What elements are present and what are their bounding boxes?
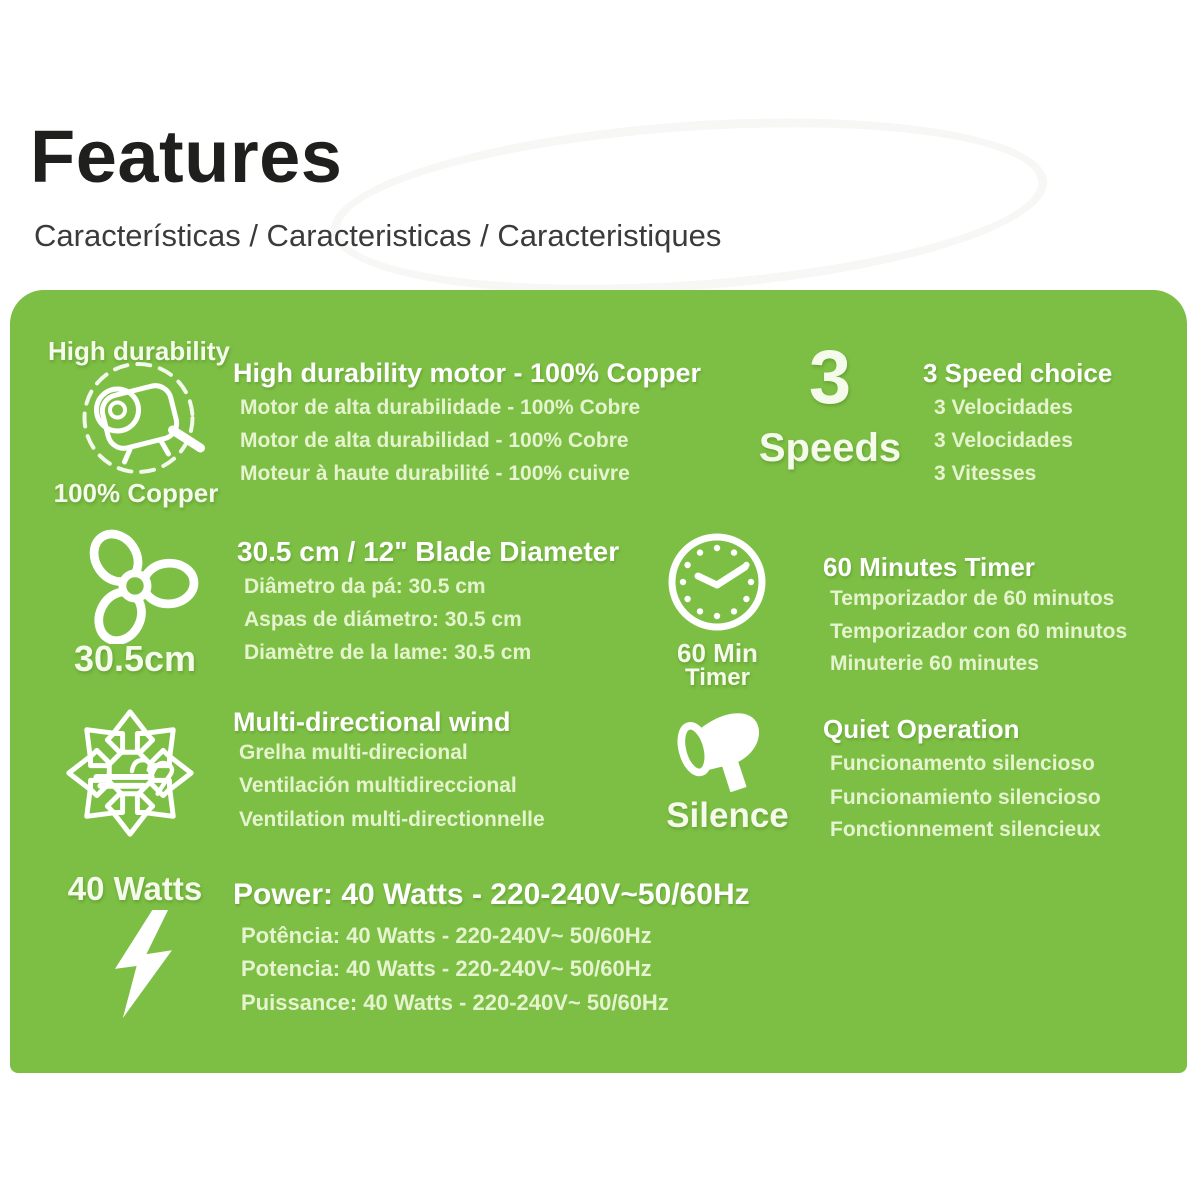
- fan-blade-icon: [60, 522, 210, 644]
- motor-line-pt: Motor de alta durabilidade - 100% Cobre: [240, 396, 641, 419]
- features-panel: [10, 290, 1187, 1073]
- motor-heading: High durability motor - 100% Copper: [233, 358, 702, 388]
- motor-icon: [58, 360, 223, 480]
- timer-heading: 60 Minutes Timer: [823, 552, 1035, 582]
- wind-heading: Multi-directional wind: [233, 707, 511, 737]
- blade-line-es: Aspas de diámetro: 30.5 cm: [244, 608, 522, 631]
- timer-line-pt: Temporizador de 60 minutos: [830, 587, 1115, 610]
- silence-megaphone-icon: [670, 705, 775, 797]
- wind-line-fr: Ventilation multi-directionnelle: [239, 808, 545, 831]
- speeds-heading: 3 Speed choice: [923, 358, 1113, 388]
- speeds-line-es: 3 Velocidades: [934, 429, 1073, 452]
- silence-line-pt: Funcionamento silencioso: [830, 752, 1095, 775]
- speeds-line-pt: 3 Velocidades: [934, 396, 1073, 419]
- silence-heading: Quiet Operation: [823, 714, 1020, 744]
- page-title: Features: [30, 115, 343, 198]
- blade-line-fr: Diamètre de la lame: 30.5 cm: [244, 641, 532, 664]
- silence-label: Silence: [666, 796, 789, 835]
- speeds-badge-word: Speeds: [758, 426, 902, 470]
- background-watermark: [325, 97, 1053, 315]
- timer-label-line2: Timer: [685, 664, 750, 691]
- blade-line-pt: Diâmetro da pá: 30.5 cm: [244, 575, 486, 598]
- timer-line-fr: Minuterie 60 minutes: [830, 652, 1039, 675]
- speeds-line-fr: 3 Vitesses: [934, 462, 1037, 485]
- silence-line-fr: Fonctionnement silencieux: [830, 818, 1101, 841]
- motor-label-bottom: 100% Copper: [53, 478, 219, 508]
- wind-line-pt: Grelha multi-direcional: [239, 741, 468, 764]
- page-subtitle: Características / Caracteristicas / Caracteristiques: [34, 218, 722, 253]
- multi-directional-arrows-icon: [40, 698, 220, 848]
- power-label: 40 Watts: [67, 870, 203, 907]
- lightning-bolt-icon: [105, 908, 180, 1020]
- motor-line-es: Motor de alta durabilidad - 100% Cobre: [240, 429, 629, 452]
- power-line-es: Potencia: 40 Watts - 220-240V~ 50/60Hz: [241, 956, 652, 981]
- power-line-fr: Puissance: 40 Watts - 220-240V~ 50/60Hz: [241, 990, 669, 1015]
- blade-heading: 30.5 cm / 12" Blade Diameter: [237, 536, 620, 567]
- silence-line-es: Funcionamiento silencioso: [830, 786, 1101, 809]
- clock-timer-icon: [665, 530, 769, 634]
- power-heading: Power: 40 Watts - 220-240V~50/60Hz: [233, 878, 750, 911]
- timer-label-line1: 60 Min: [677, 638, 758, 668]
- wind-line-es: Ventilación multidireccional: [239, 774, 517, 797]
- motor-line-fr: Moteur à haute durabilité - 100% cuivre: [240, 462, 630, 485]
- timer-line-es: Temporizador con 60 minutos: [830, 620, 1128, 643]
- speeds-badge-number: 3: [808, 335, 852, 420]
- power-line-pt: Potência: 40 Watts - 220-240V~ 50/60Hz: [241, 923, 652, 948]
- blade-label: 30.5cm: [73, 638, 197, 679]
- motor-label-top: High durability: [48, 336, 230, 366]
